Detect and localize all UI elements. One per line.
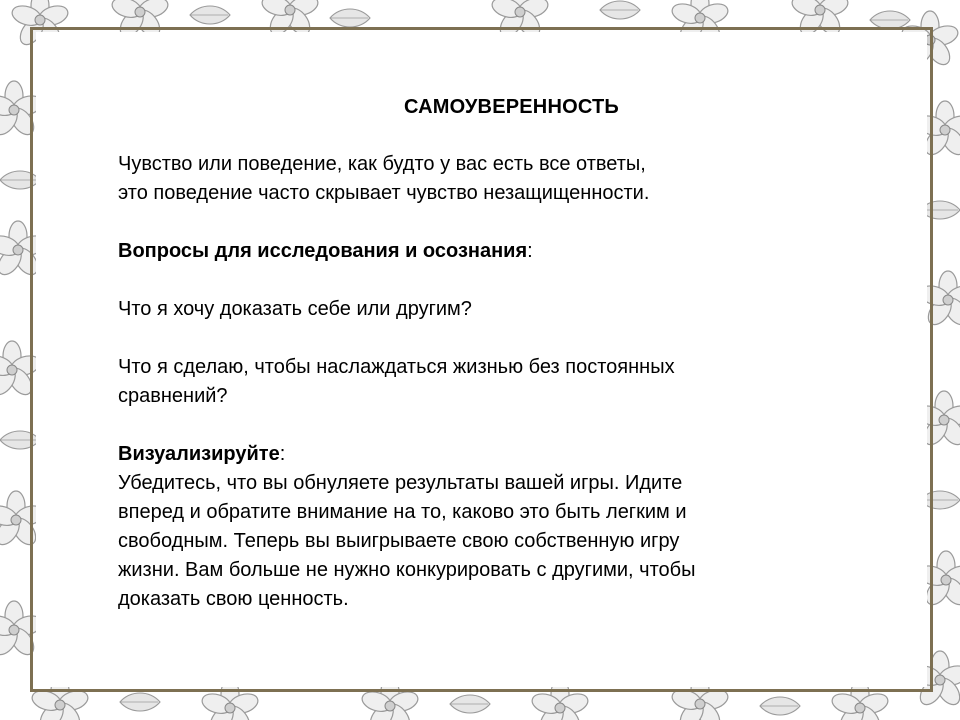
question-1: Что я хочу доказать себе или другим?: [118, 298, 472, 320]
visualize-line: Убедитесь, что вы обнуляете результаты вашей игры. Идите: [118, 472, 683, 494]
slide-body: [118, 150, 878, 614]
slide-title: САМОУВЕРЕННОСТЬ: [404, 96, 619, 118]
questions-heading-colon: :: [527, 240, 533, 262]
slide-content: [36, 32, 927, 687]
questions-heading-text: Вопросы для исследования и осознания: [118, 240, 528, 262]
definition-line: это поведение часто скрывает чувство незащищенности.: [118, 182, 650, 204]
questions-heading: [118, 237, 878, 266]
visualize-line: доказать свою ценность.: [118, 588, 349, 610]
visualize-line: жизни. Вам больше не нужно конкурировать с другими, чтобы: [118, 559, 696, 581]
definition-line: Чувство или поведение, как будто у вас есть все ответы,: [118, 153, 646, 175]
visualize-heading-colon: :: [279, 443, 286, 465]
visualize-line: вперед и обратите внимание на то, каково это быть легким и: [118, 501, 687, 523]
visualize-heading-text: Визуализируйте: [118, 443, 280, 465]
visualize-heading: [118, 440, 878, 469]
question-2-line: сравнений?: [118, 385, 228, 407]
visualize-line: свободным. Теперь вы выигрываете свою собственную игру: [118, 530, 680, 552]
question-2-line: Что я сделаю, чтобы наслаждаться жизнью без постоянных: [118, 356, 675, 378]
